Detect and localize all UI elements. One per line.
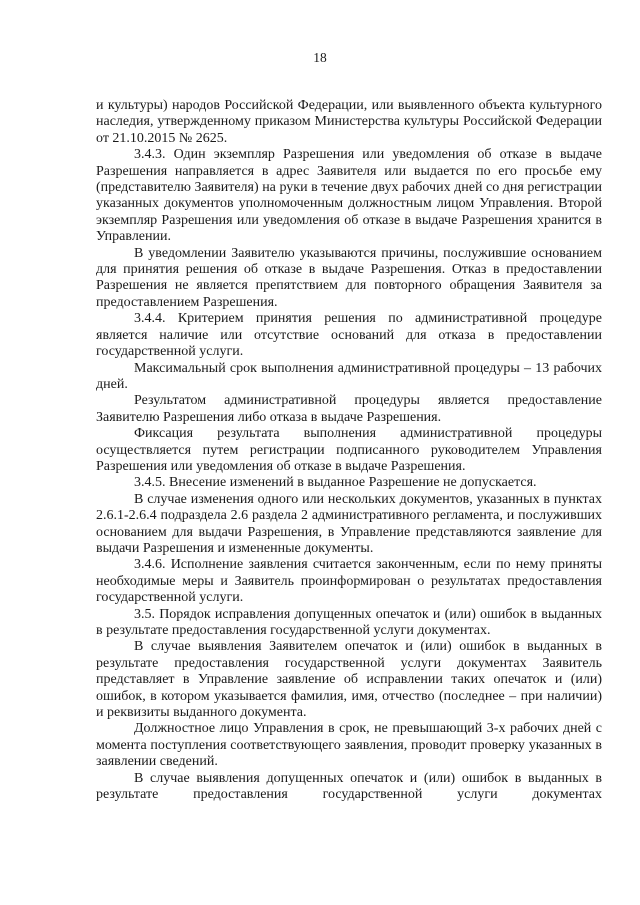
paragraph-result-fixation: Фиксация результата выполнения административной процедуры осуществляется путем регистрации подписанного руководителем Управления Разрешения или уведомления об отказе в выдаче Разрешения.	[96, 426, 602, 474]
paragraph-official-check: Должностное лицо Управления в срок, не превышающий 3-х рабочих дней с момента поступления соответствующего заявления, проводит проверку указанных в заявлении сведений.	[96, 721, 602, 770]
paragraph-3-4-5: 3.4.5. Внесение изменений в выданное Разрешение не допускается.	[134, 475, 537, 491]
paragraph-refusal-reasons: В уведомлении Заявителю указываются причины, послужившие основанием для принятия решения об отказе в выдаче Разрешения. Отказ в предоставлении Разрешения не является препятствием для повторного обращения Заявителя за предоставлением Разрешения.	[96, 245, 602, 310]
document-body	[96, 98, 602, 803]
paragraph-result: Результатом административной процедуры является предоставление Заявителю Разрешения либо отказа в выдаче Разрешения.	[96, 393, 602, 425]
paragraph-detected-errors: В случае выявления допущенных опечаток и (или) ошибок в выданных в результате предоставления государственной услуги документах	[96, 770, 602, 803]
paragraph-continuation: и культуры) народов Российской Федерации, или выявленного объекта культурного наследия, утвержденному приказом Министерства культуры Российской Федерации от 21.10.2015 № 2625.	[96, 98, 602, 146]
paragraph-max-term: Максимальный срок выполнения административной процедуры – 13 рабочих дней.	[96, 360, 602, 392]
page-number: 18	[313, 50, 327, 65]
paragraph-document-changes: В случае изменения одного или нескольких документов, указанных в пунктах 2.6.1-2.6.4 подраздела 2.6 раздела 2 административного регламента, и послуживших основанием для выдачи Разрешения, в Управление представляются заявление для выдачи Разрешения и измененные документы.	[96, 491, 602, 556]
paragraph-3-5: 3.5. Порядок исправления допущенных опечаток и (или) ошибок в выданных в результате предоставления государственной услуги документах.	[96, 606, 602, 638]
paragraph-3-4-3: 3.4.3. Один экземпляр Разрешения или уведомления об отказе в выдаче Разрешения направляется в адрес Заявителя или выдается по его просьбе ему (представителю Заявителя) на руки в течение двух рабочих дней со дня регистрации указанных документов уполномоченным должностным лицом Управления. Второй экземпляр Разрешения или уведомления об отказе в выдаче Разрешения хранится в Управлении.	[96, 147, 602, 245]
paragraph-applicant-errors: В случае выявления Заявителем опечаток и (или) ошибок в выданных в результате предоставления государственной услуги документах Заявитель представляет в Управление заявление об исправлении таких опечаток и (или) ошибок, в котором указывается фамилия, имя, отчество (последнее – при наличии) и реквизиты выданного документа.	[96, 639, 602, 721]
paragraph-3-4-6: 3.4.6. Исполнение заявления считается законченным, если по нему приняты необходимые меры и Заявитель проинформирован о результатах предоставления государственной услуги.	[96, 557, 602, 606]
paragraph-3-4-4: 3.4.4. Критерием принятия решения по административной процедуре является наличие или отсутствие оснований для отказа в предоставлении государственной услуги.	[96, 311, 602, 360]
